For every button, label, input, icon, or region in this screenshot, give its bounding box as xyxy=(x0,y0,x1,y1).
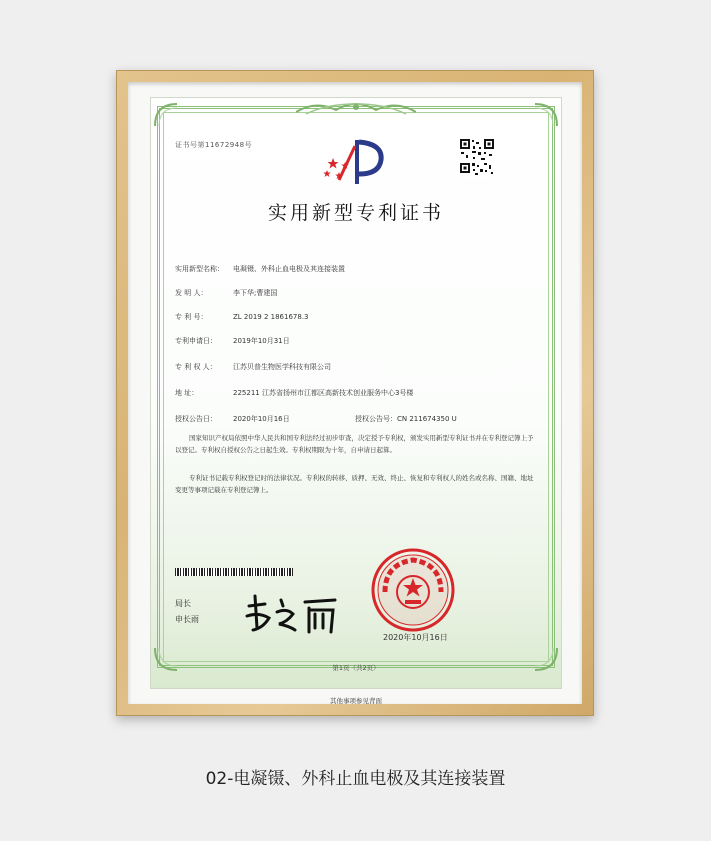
director-signature-icon xyxy=(243,588,343,638)
page-number: 第1页（共2页） xyxy=(332,664,380,672)
certificate-title: 实用新型专利证书 xyxy=(267,202,444,224)
field-value: CN 211674350 U xyxy=(397,415,457,423)
field-value: ZL 2019 2 1861678.3 xyxy=(233,313,309,321)
field-value: 2019年10月31日 xyxy=(233,337,290,345)
image-caption: 02-电凝镊、外科止血电极及其连接装置 xyxy=(205,769,506,789)
field-label: 专 利 号： xyxy=(175,313,208,321)
field-patent-number xyxy=(175,312,309,322)
field-label: 实用新型名称： xyxy=(175,265,224,273)
field-utility-model-name xyxy=(175,264,345,274)
field-label: 授权公告号： xyxy=(355,415,397,423)
official-seal-icon xyxy=(371,548,455,632)
field-patentee xyxy=(175,362,331,372)
patent-certificate xyxy=(150,97,562,705)
field-label: 授权公告日： xyxy=(175,415,217,423)
field-label: 发 明 人： xyxy=(175,289,208,297)
qr-code-icon xyxy=(459,138,495,178)
patent-office-logo-icon xyxy=(319,136,389,188)
seal-date: 2020年10月16日 xyxy=(383,633,448,642)
field-label: 专利申请日： xyxy=(175,337,217,345)
official-name: 申长雨 xyxy=(175,615,199,624)
back-side-note: 其他事项参见背面 xyxy=(330,697,382,705)
field-address xyxy=(175,388,413,398)
field-value: 电凝镊、外科止血电极及其连接装置 xyxy=(233,265,345,273)
field-value: 李下华;曹建国 xyxy=(233,289,278,297)
corner-ornament xyxy=(153,102,179,128)
top-ornament xyxy=(296,98,416,116)
picture-frame xyxy=(116,70,594,716)
field-label: 专 利 权 人： xyxy=(175,363,217,371)
corner-ornament xyxy=(533,102,559,128)
official-title: 局长 xyxy=(175,599,191,608)
field-label: 地 址： xyxy=(175,389,199,397)
field-value: 2020年10月16日 xyxy=(233,415,290,423)
field-value: 225211 江苏省扬州市江都区高新技术创业服务中心3号楼 xyxy=(233,389,414,397)
certificate-number: 证书号第11672948号 xyxy=(175,141,253,149)
field-grant-date xyxy=(175,414,290,424)
field-filing-date xyxy=(175,336,290,346)
field-inventors xyxy=(175,288,277,298)
legal-status-note: 专利证书记载专利权登记时的法律状况。专利权的转移、质押、无效、终止、恢复和专利权人的姓名或名称、国籍、地址变更等事项记载在专利登记簿上。 xyxy=(175,474,534,494)
barcode xyxy=(175,568,293,576)
field-grant-number xyxy=(355,414,457,424)
certificate-inner-border xyxy=(163,112,549,662)
field-value: 江苏贝普生物医学科技有限公司 xyxy=(233,363,331,371)
grant-statement: 国家知识产权局依照中华人民共和国专利法经过初步审查，决定授予专利权，颁发实用新型专利证书并在专利登记簿上予以登记。专利权自授权公告之日起生效。专利权期限为十年，自申请日起算。 xyxy=(175,434,534,454)
frame-mat xyxy=(128,82,582,704)
